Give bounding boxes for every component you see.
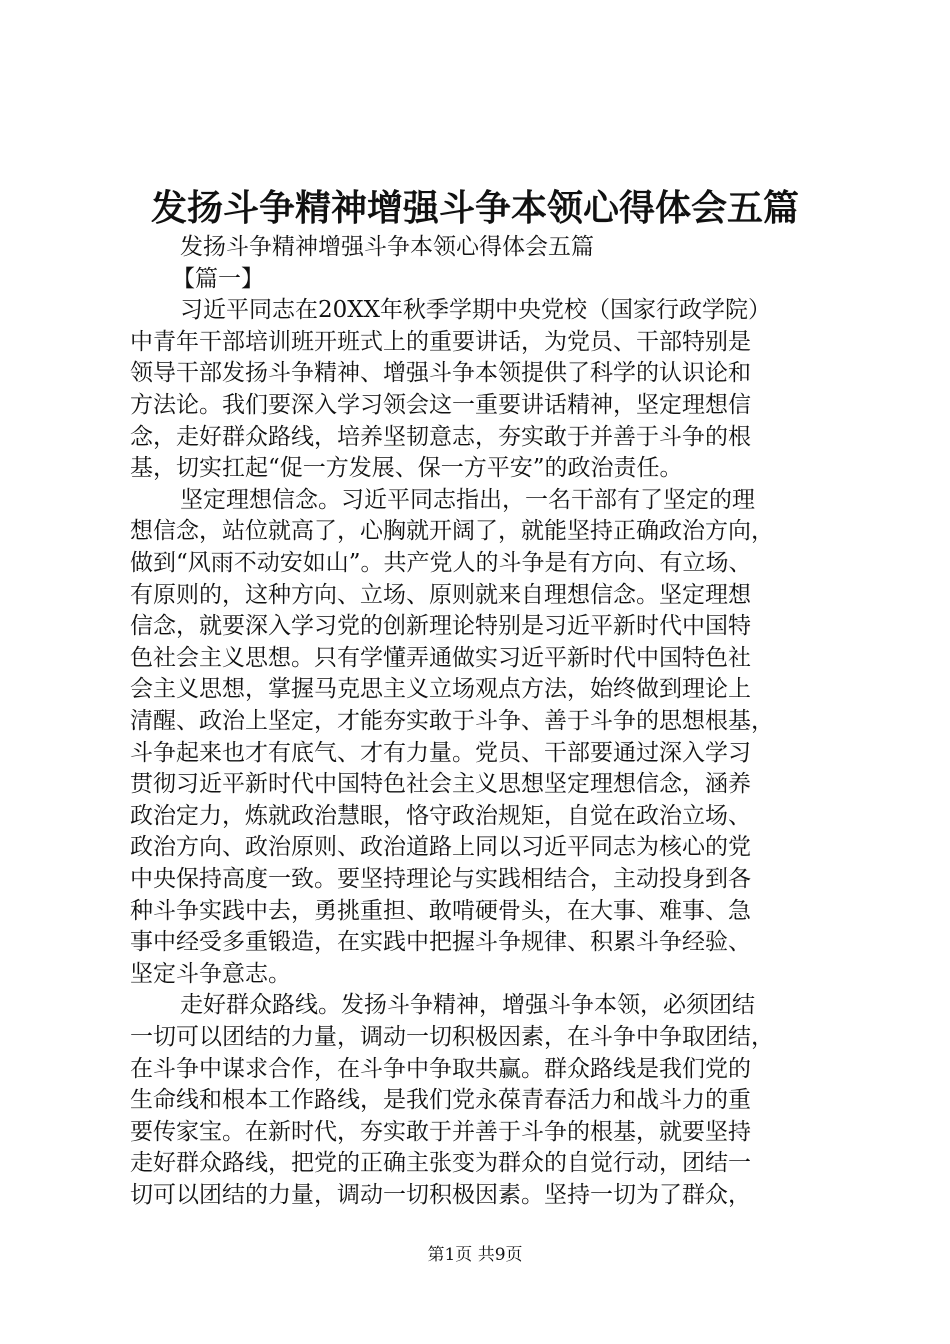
paragraph-line: 做到“风雨不动安如山”。共产党人的斗争是有方向、有立场、 <box>130 550 752 576</box>
paragraph-line: 走好群众路线。发扬斗争精神，增强斗争本领，必须团结 <box>180 992 755 1019</box>
paragraph-line: 事中经受多重锻造，在实践中把握斗争规律、积累斗争经验、 <box>130 929 751 956</box>
paragraph-line: 生命线和根本工作路线，是我们党永葆青春活力和战斗力的重 <box>130 1087 751 1114</box>
paragraph-line: 坚定理想信念。习近平同志指出，一名干部有了坚定的理 <box>180 486 755 513</box>
subtitle-line: 发扬斗争精神增强斗争本领心得体会五篇 <box>180 234 594 260</box>
paragraph-line: 方法论。我们要深入学习领会这一重要讲话精神，坚定理想信 <box>130 392 751 418</box>
paragraph-line: 会主义思想，掌握马克思主义立场观点方法，始终做到理论上 <box>130 676 751 703</box>
paragraph-line: 坚定斗争意志。 <box>130 960 291 987</box>
paragraph-line: 贯彻习近平新时代中国特色社会主义思想坚定理想信念，涵养 <box>130 771 751 798</box>
paragraph-line: 领导干部发扬斗争精神、增强斗争本领提供了科学的认识论和 <box>130 360 751 387</box>
paragraph-line: 在斗争中谋求合作，在斗争中争取共赢。群众路线是我们党的 <box>130 1055 751 1082</box>
paragraph-line: 走好群众路线，把党的正确主张变为群众的自觉行动，团结一 <box>130 1150 751 1177</box>
paragraph-line: 政治方向、政治原则、政治道路上同以习近平同志为核心的党 <box>130 834 751 861</box>
paragraph-line: 基，切实扛起“促一方发展、保一方平安”的政治责任。 <box>130 455 683 482</box>
paragraph-line: 中央保持高度一致。要坚持理论与实践相结合，主动投身到各 <box>130 866 751 892</box>
paragraph-line: 斗争起来也才有底气、才有力量。党员、干部要通过深入学习 <box>130 739 751 766</box>
paragraph-line: 信念，就要深入学习党的创新理论特别是习近平新时代中国特 <box>130 613 751 640</box>
paragraph-line: 想信念，站位就高了，心胸就开阔了，就能坚持正确政治方向， <box>130 518 774 545</box>
paragraph-line: 要传家宝。在新时代，夯实敢于并善于斗争的根基，就要坚持 <box>130 1118 751 1145</box>
paragraph-line: 清醒、政治上坚定，才能夯实敢于斗争、善于斗争的思想根基， <box>130 708 774 734</box>
paragraph-line: 有原则的，这种方向、立场、原则就来自理想信念。坚定理想 <box>130 581 751 608</box>
paragraph-line: 习近平同志在20XX年秋季学期中央党校（国家行政学院） <box>180 297 772 324</box>
paragraph-line: 一切可以团结的力量，调动一切积极因素，在斗争中争取团结， <box>130 1024 774 1050</box>
page-footer: 第1页 共9页 <box>427 1245 523 1265</box>
section-heading: 【篇一】 <box>172 265 264 292</box>
paragraph-line: 政治定力，炼就政治慧眼，恪守政治规矩，自觉在政治立场、 <box>130 802 751 829</box>
paragraph-line: 切可以团结的力量，调动一切积极因素。坚持一切为了群众， <box>130 1182 751 1208</box>
document-title: 发扬斗争精神增强斗争本领心得体会五篇 <box>150 187 799 229</box>
paragraph-line: 中青年干部培训班开班式上的重要讲话，为党员、干部特别是 <box>130 328 751 355</box>
paragraph-line: 色社会主义思想。只有学懂弄通做实习近平新时代中国特色社 <box>130 644 751 671</box>
paragraph-line: 念，走好群众路线，培养坚韧意志，夯实敢于并善于斗争的根 <box>130 423 751 450</box>
paragraph-line: 种斗争实践中去，勇挑重担、敢啃硬骨头，在大事、难事、急 <box>130 897 751 924</box>
